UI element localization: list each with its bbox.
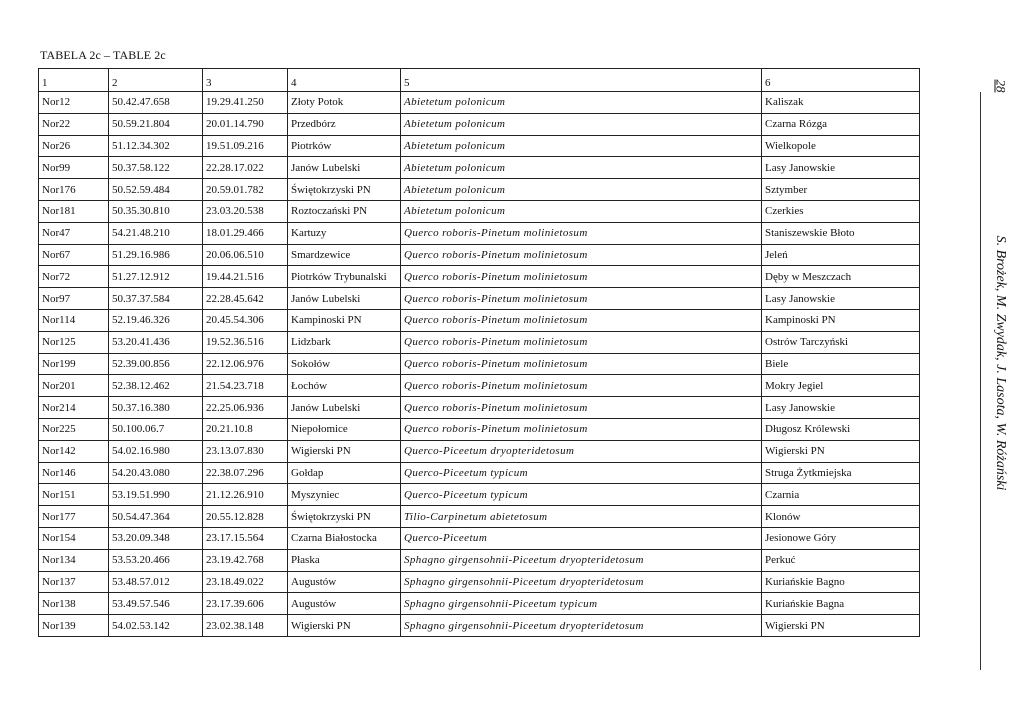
longitude-cell: 19.51.09.216 <box>203 135 288 157</box>
association-cell: Querco roboris-Pinetum molinietosum <box>401 309 762 331</box>
table-row <box>39 113 920 135</box>
table-row <box>39 615 920 637</box>
table-row <box>39 375 920 397</box>
association-cell: Querco roboris-Pinetum molinietosum <box>401 397 762 419</box>
longitude-cell: 23.17.15.564 <box>203 527 288 549</box>
association-cell: Abietetum polonicum <box>401 135 762 157</box>
table-row <box>39 266 920 288</box>
latitude-cell: 52.39.00.856 <box>109 353 203 375</box>
header-cell: 6 <box>762 69 920 92</box>
table-row <box>39 288 920 310</box>
plot-id-cell: Nor201 <box>39 375 109 397</box>
longitude-cell: 22.38.07.296 <box>203 462 288 484</box>
table-row <box>39 135 920 157</box>
plot-id-cell: Nor22 <box>39 113 109 135</box>
table-row <box>39 527 920 549</box>
location-cell: Złoty Potok <box>288 92 401 114</box>
plot-id-cell: Nor99 <box>39 157 109 179</box>
location-cell: Janów Lubelski <box>288 397 401 419</box>
location-cell: Gołdap <box>288 462 401 484</box>
site-name-cell: Kuriańskie Bagno <box>762 571 920 593</box>
longitude-cell: 20.06.06.510 <box>203 244 288 266</box>
latitude-cell: 53.49.57.546 <box>109 593 203 615</box>
latitude-cell: 54.02.16.980 <box>109 440 203 462</box>
location-cell: Piotrków <box>288 135 401 157</box>
table-row <box>39 593 920 615</box>
site-name-cell: Lasy Janowskie <box>762 397 920 419</box>
latitude-cell: 52.38.12.462 <box>109 375 203 397</box>
longitude-cell: 20.45.54.306 <box>203 309 288 331</box>
table-row <box>39 222 920 244</box>
latitude-cell: 50.42.47.658 <box>109 92 203 114</box>
latitude-cell: 50.54.47.364 <box>109 506 203 528</box>
latitude-cell: 54.21.48.210 <box>109 222 203 244</box>
site-name-cell: Wielkopole <box>762 135 920 157</box>
table-row <box>39 440 920 462</box>
site-name-cell: Czarna Rózga <box>762 113 920 135</box>
site-name-cell: Czarnia <box>762 484 920 506</box>
site-name-cell: Lasy Janowskie <box>762 288 920 310</box>
association-cell: Querco roboris-Pinetum molinietosum <box>401 266 762 288</box>
plot-id-cell: Nor139 <box>39 615 109 637</box>
header-cell: 4 <box>288 69 401 92</box>
location-cell: Łochów <box>288 375 401 397</box>
location-cell: Niepołomice <box>288 418 401 440</box>
location-cell: Myszyniec <box>288 484 401 506</box>
location-cell: Lidzbark <box>288 331 401 353</box>
table-row <box>39 462 920 484</box>
association-cell: Abietetum polonicum <box>401 200 762 222</box>
longitude-cell: 19.52.36.516 <box>203 331 288 353</box>
longitude-cell: 22.28.45.642 <box>203 288 288 310</box>
longitude-cell: 23.02.38.148 <box>203 615 288 637</box>
association-cell: Querco roboris-Pinetum molinietosum <box>401 222 762 244</box>
plot-id-cell: Nor214 <box>39 397 109 419</box>
latitude-cell: 51.12.34.302 <box>109 135 203 157</box>
plot-id-cell: Nor199 <box>39 353 109 375</box>
latitude-cell: 53.48.57.012 <box>109 571 203 593</box>
table-row <box>39 331 920 353</box>
plot-id-cell: Nor47 <box>39 222 109 244</box>
site-name-cell: Kaliszak <box>762 92 920 114</box>
association-cell: Querco roboris-Pinetum molinietosum <box>401 375 762 397</box>
plot-id-cell: Nor181 <box>39 200 109 222</box>
table-row <box>39 418 920 440</box>
site-name-cell: Ostrów Tarczyński <box>762 331 920 353</box>
table-row <box>39 200 920 222</box>
association-cell: Querco-Piceetum typicum <box>401 484 762 506</box>
plot-id-cell: Nor67 <box>39 244 109 266</box>
table-row <box>39 353 920 375</box>
plot-id-cell: Nor142 <box>39 440 109 462</box>
site-name-cell: Długosz Królewski <box>762 418 920 440</box>
site-name-cell: Jesionowe Góry <box>762 527 920 549</box>
latitude-cell: 51.27.12.912 <box>109 266 203 288</box>
longitude-cell: 22.25.06.936 <box>203 397 288 419</box>
table-row <box>39 549 920 571</box>
site-name-cell: Lasy Janowskie <box>762 157 920 179</box>
location-cell: Wigierski PN <box>288 440 401 462</box>
site-name-cell: Jeleń <box>762 244 920 266</box>
plot-id-cell: Nor177 <box>39 506 109 528</box>
association-cell: Sphagno girgensohnii-Piceetum dryopteridetosum <box>401 571 762 593</box>
plot-id-cell: Nor137 <box>39 571 109 593</box>
longitude-cell: 22.12.06.976 <box>203 353 288 375</box>
longitude-cell: 21.12.26.910 <box>203 484 288 506</box>
site-name-cell: Czerkies <box>762 200 920 222</box>
longitude-cell: 18.01.29.466 <box>203 222 288 244</box>
association-cell: Sphagno girgensohnii-Piceetum dryopteridetosum <box>401 615 762 637</box>
association-cell: Querco roboris-Pinetum molinietosum <box>401 244 762 266</box>
plot-id-cell: Nor125 <box>39 331 109 353</box>
site-name-cell: Kampinoski PN <box>762 309 920 331</box>
latitude-cell: 53.20.41.436 <box>109 331 203 353</box>
table-row <box>39 506 920 528</box>
longitude-cell: 23.13.07.830 <box>203 440 288 462</box>
plot-id-cell: Nor134 <box>39 549 109 571</box>
location-cell: Czarna Białostocka <box>288 527 401 549</box>
longitude-cell: 23.03.20.538 <box>203 200 288 222</box>
latitude-cell: 50.37.37.584 <box>109 288 203 310</box>
latitude-cell: 51.29.16.986 <box>109 244 203 266</box>
longitude-cell: 23.19.42.768 <box>203 549 288 571</box>
latitude-cell: 53.20.09.348 <box>109 527 203 549</box>
association-cell: Querco roboris-Pinetum molinietosum <box>401 418 762 440</box>
association-cell: Tilio-Carpinetum abietetosum <box>401 506 762 528</box>
table-row <box>39 309 920 331</box>
plot-id-cell: Nor114 <box>39 309 109 331</box>
table-caption: TABELA 2c – TABLE 2c <box>40 48 166 62</box>
location-cell: Janów Lubelski <box>288 157 401 179</box>
header-cell: 5 <box>401 69 762 92</box>
table-row <box>39 571 920 593</box>
location-cell: Roztoczański PN <box>288 200 401 222</box>
site-name-cell: Dęby w Meszczach <box>762 266 920 288</box>
header-cell: 3 <box>203 69 288 92</box>
plot-id-cell: Nor225 <box>39 418 109 440</box>
location-cell: Kartuzy <box>288 222 401 244</box>
site-name-cell: Wigierski PN <box>762 440 920 462</box>
plot-id-cell: Nor146 <box>39 462 109 484</box>
site-name-cell: Mokry Jegiel <box>762 375 920 397</box>
plot-id-cell: Nor154 <box>39 527 109 549</box>
plot-id-cell: Nor138 <box>39 593 109 615</box>
latitude-cell: 54.20.43.080 <box>109 462 203 484</box>
longitude-cell: 23.17.39.606 <box>203 593 288 615</box>
association-cell: Querco roboris-Pinetum molinietosum <box>401 353 762 375</box>
latitude-cell: 53.53.20.466 <box>109 549 203 571</box>
location-cell: Świętokrzyski PN <box>288 506 401 528</box>
table-row <box>39 157 920 179</box>
header-cell: 1 <box>39 69 109 92</box>
location-cell: Piotrków Trybunalski <box>288 266 401 288</box>
site-name-cell: Klonów <box>762 506 920 528</box>
latitude-cell: 50.37.58.122 <box>109 157 203 179</box>
site-name-cell: Struga Żytkmiejska <box>762 462 920 484</box>
association-cell: Querco-Piceetum typicum <box>401 462 762 484</box>
association-cell: Querco-Piceetum dryopteridetosum <box>401 440 762 462</box>
location-cell: Wigierski PN <box>288 615 401 637</box>
longitude-cell: 23.18.49.022 <box>203 571 288 593</box>
longitude-cell: 20.55.12.828 <box>203 506 288 528</box>
plot-id-cell: Nor72 <box>39 266 109 288</box>
longitude-cell: 20.59.01.782 <box>203 179 288 201</box>
latitude-cell: 50.52.59.484 <box>109 179 203 201</box>
longitude-cell: 19.44.21.516 <box>203 266 288 288</box>
location-cell: Janów Lubelski <box>288 288 401 310</box>
location-cell: Kampinoski PN <box>288 309 401 331</box>
plot-id-cell: Nor97 <box>39 288 109 310</box>
longitude-cell: 21.54.23.718 <box>203 375 288 397</box>
association-cell: Sphagno girgensohnii-Piceetum typicum <box>401 593 762 615</box>
association-cell: Abietetum polonicum <box>401 113 762 135</box>
site-name-cell: Wigierski PN <box>762 615 920 637</box>
header-cell: 2 <box>109 69 203 92</box>
location-cell: Płaska <box>288 549 401 571</box>
latitude-cell: 54.02.53.142 <box>109 615 203 637</box>
site-name-cell: Biele <box>762 353 920 375</box>
longitude-cell: 19.29.41.250 <box>203 92 288 114</box>
association-cell: Querco roboris-Pinetum molinietosum <box>401 331 762 353</box>
site-name-cell: Perkuć <box>762 549 920 571</box>
table-row <box>39 92 920 114</box>
location-cell: Świętokrzyski PN <box>288 179 401 201</box>
header-row <box>39 69 920 92</box>
latitude-cell: 53.19.51.990 <box>109 484 203 506</box>
site-name-cell: Kuriańskie Bagna <box>762 593 920 615</box>
longitude-cell: 22.28.17.022 <box>203 157 288 179</box>
association-cell: Abietetum polonicum <box>401 157 762 179</box>
latitude-cell: 50.59.21.804 <box>109 113 203 135</box>
plot-id-cell: Nor26 <box>39 135 109 157</box>
table-row <box>39 179 920 201</box>
latitude-cell: 50.37.16.380 <box>109 397 203 419</box>
association-cell: Abietetum polonicum <box>401 179 762 201</box>
association-cell: Abietetum polonicum <box>401 92 762 114</box>
plot-id-cell: Nor151 <box>39 484 109 506</box>
plot-id-cell: Nor12 <box>39 92 109 114</box>
page-number: 28 <box>993 79 1009 93</box>
table-row <box>39 484 920 506</box>
running-head-authors: S. Brożek, M. Zwydak, J. Lasota, W. Różański <box>993 235 1008 491</box>
location-cell: Augustów <box>288 571 401 593</box>
association-cell: Sphagno girgensohnii-Piceetum dryopteridetosum <box>401 549 762 571</box>
longitude-cell: 20.21.10.8 <box>203 418 288 440</box>
plots-table <box>38 68 920 637</box>
table-body <box>39 69 920 637</box>
location-cell: Augustów <box>288 593 401 615</box>
association-cell: Querco-Piceetum <box>401 527 762 549</box>
table-row <box>39 244 920 266</box>
association-cell: Querco roboris-Pinetum molinietosum <box>401 288 762 310</box>
location-cell: Smardzewice <box>288 244 401 266</box>
plot-id-cell: Nor176 <box>39 179 109 201</box>
latitude-cell: 50.35.30.810 <box>109 200 203 222</box>
margin-rule <box>980 92 981 670</box>
location-cell: Przedbórz <box>288 113 401 135</box>
longitude-cell: 20.01.14.790 <box>203 113 288 135</box>
site-name-cell: Staniszewskie Błoto <box>762 222 920 244</box>
table-row <box>39 397 920 419</box>
latitude-cell: 52.19.46.326 <box>109 309 203 331</box>
latitude-cell: 50.100.06.7 <box>109 418 203 440</box>
site-name-cell: Sztymber <box>762 179 920 201</box>
location-cell: Sokołów <box>288 353 401 375</box>
